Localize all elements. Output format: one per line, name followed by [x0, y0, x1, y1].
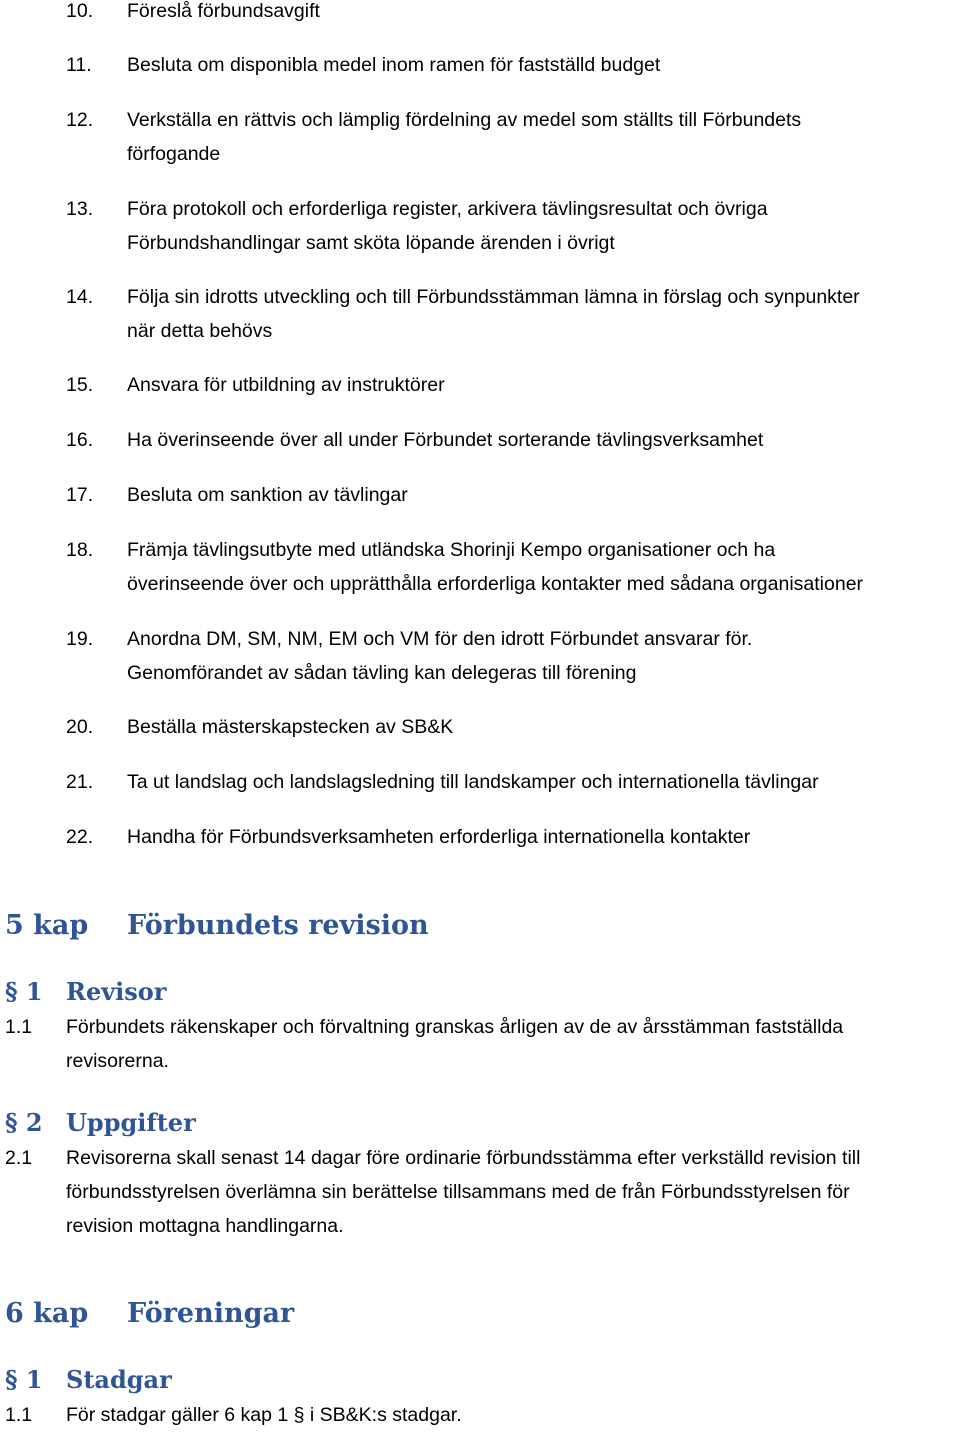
- section-number: § 2: [5, 1108, 43, 1137]
- list-item-text: Ansvara för utbildning av instruktörer: [127, 374, 445, 396]
- list-item-number: 15.: [66, 374, 94, 396]
- list-item-text: Verkställa en rättvis och lämplig fördelning av medel som ställts till Förbundets: [127, 109, 802, 131]
- list-item-number: 10.: [66, 0, 94, 22]
- chapter-title: Föreningar: [127, 1298, 295, 1329]
- list-item-text-cont: Förbundshandlingar samt sköta löpande ärenden i övrigt: [127, 232, 615, 254]
- list-item-text: Beställa mästerskapstecken av SB&K: [127, 716, 454, 738]
- list-item-number: 11.: [66, 54, 92, 76]
- section-title: Stadgar: [66, 1365, 172, 1394]
- paragraph-text-cont: revision mottagna handlingarna.: [66, 1215, 344, 1237]
- list-item-text-cont: överinseende över och upprätthålla erforderliga kontakter med sådana organisationer: [127, 573, 864, 595]
- list-item-text: Föreslå förbundsavgift: [127, 0, 320, 22]
- list-item-text: Ta ut landslag och landslagsledning till landskamper och internationella tävlingar: [127, 771, 819, 793]
- list-item-number: 19.: [66, 628, 94, 650]
- paragraph-text: Förbundets räkenskaper och förvaltning granskas årligen av de av årsstämman fastställda: [66, 1016, 844, 1038]
- section-number: § 1: [5, 977, 43, 1006]
- section-number: § 1: [5, 1365, 43, 1394]
- list-item-text: Besluta om disponibla medel inom ramen för fastställd budget: [127, 54, 661, 76]
- paragraph-text-cont: förbundsstyrelsen överlämna sin berättelse tillsammans med de från Förbundsstyrelsen för: [66, 1181, 850, 1203]
- list-item-text-cont: när detta behövs: [127, 320, 273, 342]
- paragraph-text: För stadgar gäller 6 kap 1 § i SB&K:s stadgar.: [66, 1404, 462, 1426]
- list-item-number: 18.: [66, 539, 94, 561]
- list-item-number: 20.: [66, 716, 94, 738]
- list-item-text: Följa sin idrotts utveckling och till Förbundsstämman lämna in förslag och synpunkter: [127, 286, 860, 308]
- chapter-number: 5 kap: [5, 910, 89, 941]
- list-item-text: Anordna DM, SM, NM, EM och VM för den idrott Förbundet ansvarar för.: [127, 628, 753, 650]
- list-item-text: Handha för Förbundsverksamheten erforderliga internationella kontakter: [127, 826, 751, 848]
- list-item-number: 22.: [66, 826, 94, 848]
- list-item-text: Främja tävlingsutbyte med utländska Shorinji Kempo organisationer och ha: [127, 539, 776, 561]
- list-item-number: 13.: [66, 198, 94, 220]
- chapter-title: Förbundets revision: [127, 910, 429, 941]
- list-item-text: Besluta om sanktion av tävlingar: [127, 484, 408, 506]
- list-item-number: 16.: [66, 429, 94, 451]
- paragraph-text: Revisorerna skall senast 14 dagar före ordinarie förbundsstämma efter verkställd revision till: [66, 1147, 861, 1169]
- list-item-number: 14.: [66, 286, 94, 308]
- paragraph-text-cont: revisorerna.: [66, 1050, 169, 1072]
- list-item-number: 12.: [66, 109, 94, 131]
- list-item-text: Ha överinseende över all under Förbundet sorterande tävlingsverksamhet: [127, 429, 764, 451]
- section-title: Revisor: [66, 977, 167, 1006]
- list-item-text-cont: Genomförandet av sådan tävling kan delegeras till förening: [127, 662, 637, 684]
- list-item-text-cont: förfogande: [127, 143, 221, 165]
- paragraph-number: 2.1: [5, 1147, 33, 1169]
- paragraph-number: 1.1: [5, 1016, 33, 1038]
- list-item-text: Föra protokoll och erforderliga register, arkivera tävlingsresultat och övriga: [127, 198, 768, 220]
- section-title: Uppgifter: [66, 1108, 196, 1137]
- chapter-number: 6 kap: [5, 1298, 89, 1329]
- list-item-number: 21.: [66, 771, 94, 793]
- paragraph-number: 1.1: [5, 1404, 33, 1426]
- list-item-number: 17.: [66, 484, 94, 506]
